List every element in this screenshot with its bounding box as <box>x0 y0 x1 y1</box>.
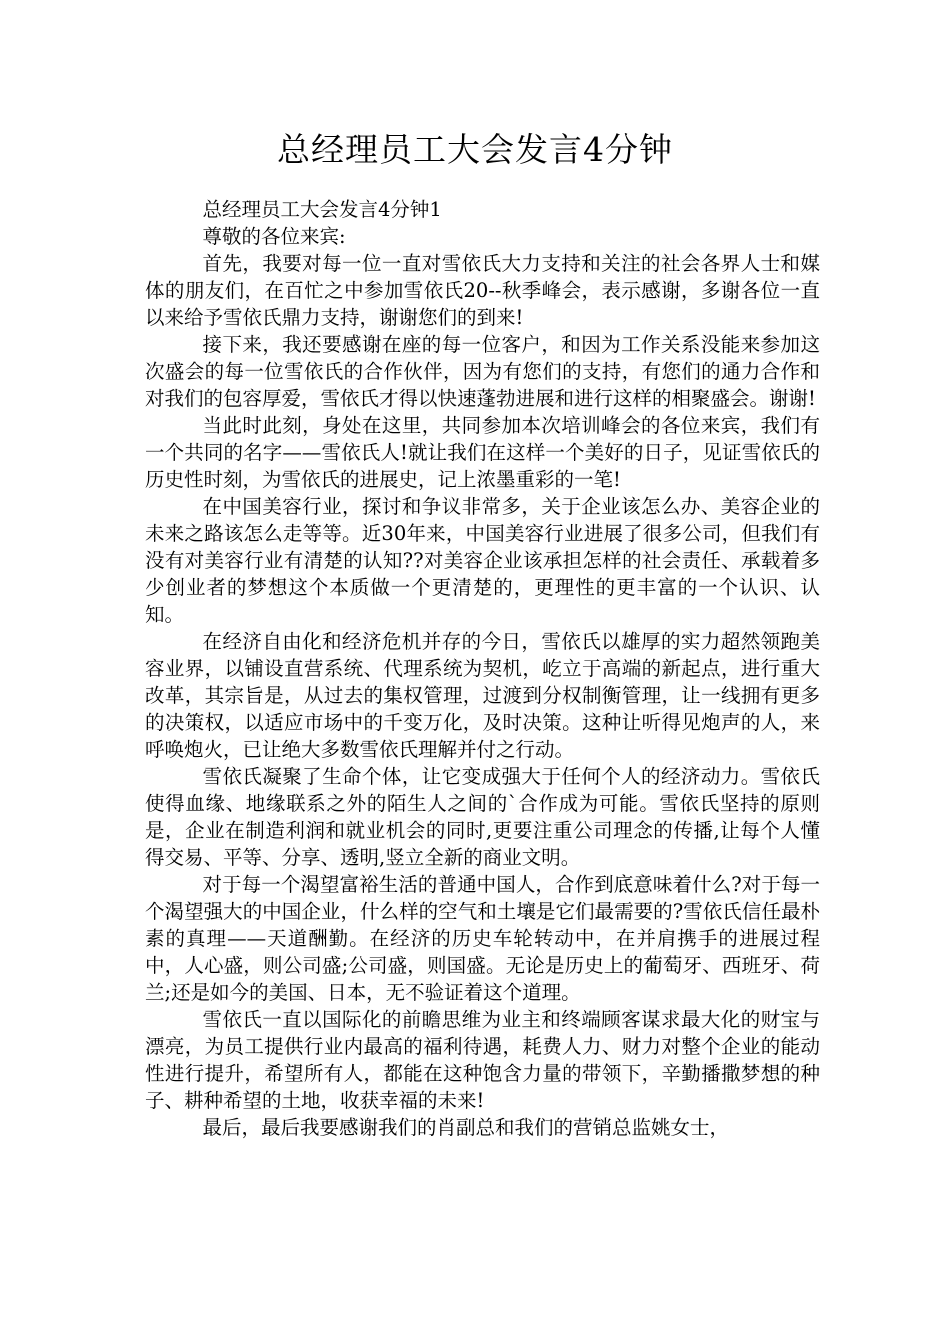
body-paragraph: 当此时此刻，身处在这里，共同参加本次培训峰会的各位来宾，我们有一个共同的名字——雪依氏人!就让我们在这样一个美好的日子，见证雪依氏的历史性时刻，为雪依氏的进展史，记上浓墨重彩的一笔! <box>145 414 820 491</box>
body-paragraph: 首先，我要对每一位一直对雪依氏大力支持和关注的社会各界人士和媒体的朋友们，在百忙之中参加雪依氏20--秋季峰会，表示感谢，多谢各位一直以来给予雪依氏鼎力支持，谢谢您们的到来! <box>145 252 820 329</box>
body-paragraph: 对于每一个渴望富裕生活的普通中国人，合作到底意味着什么?对于每一个渴望强大的中国企业，什么样的空气和土壤是它们最需要的?雪依氏信任最朴素的真理——天道酬勤。在经济的历史车轮转动中，在并肩携手的进展过程中，人心盛，则公司盛;公司盛，则国盛。无论是历史上的葡萄牙、西班牙、荷兰;还是如今的美国、日本，无不验证着这个道理。 <box>145 873 820 1004</box>
document-body <box>145 196 820 1141</box>
body-paragraph: 在中国美容行业，探讨和争议非常多，关于企业该怎么办、美容企业的未来之路该怎么走等等。近30年来，中国美容行业进展了很多公司，但我们有没有对美容行业有清楚的认知??对美容企业该承担怎样的社会责任、承载着多少创业者的梦想这个本质做一个更清楚的，更理性的更丰富的一个认识、认知。 <box>145 495 820 626</box>
body-paragraph: 接下来，我还要感谢在座的每一位客户，和因为工作关系没能来参加这次盛会的每一位雪依氏的合作伙伴，因为有您们的支持，有您们的通力合作和对我们的包容厚爱，雪依氏才得以快速蓬勃进展和进行这样的相聚盛会。谢谢! <box>145 333 820 410</box>
document-title: 总经理员工大会发言4分钟 <box>277 130 673 169</box>
body-paragraph: 最后，最后我要感谢我们的肖副总和我们的营销总监姚女士， <box>202 1116 730 1139</box>
salutation: 尊敬的各位来宾: <box>202 225 346 248</box>
body-paragraph: 雪依氏一直以国际化的前瞻思维为业主和终端顾客谋求最大化的财宝与漂亮，为员工提供行业内最高的福利待遇，耗费人力、财力对整个企业的能动性进行提升，希望所有人，都能在这种饱含力量的带领下，辛勤播撒梦想的种子、耕种希望的土地，收获幸福的未来! <box>145 1008 820 1112</box>
body-paragraph: 在经济自由化和经济危机并存的今日，雪依氏以雄厚的实力超然领跑美容业界，以铺设直营系统、代理系统为契机，屹立于高端的新起点，进行重大改革，其宗旨是，从过去的集权管理，过渡到分权制衡管理，让一线拥有更多的决策权，以适应市场中的千变万化，及时决策。这种让听得见炮声的人，来呼唤炮火，已让绝大多数雪依氏理解并付之行动。 <box>145 630 820 761</box>
body-paragraph: 雪依氏凝聚了生命个体，让它变成强大于任何个人的经济动力。雪依氏使得血缘、地缘联系之外的陌生人之间的`合作成为可能。雪依氏坚持的原则是，企业在制造利润和就业机会的同时,更要注重公司理念的传播,让每个人懂得交易、平等、分享、透明,竖立全新的商业文明。 <box>145 765 820 869</box>
speech-heading: 总经理员工大会发言4分钟1 <box>202 198 442 221</box>
